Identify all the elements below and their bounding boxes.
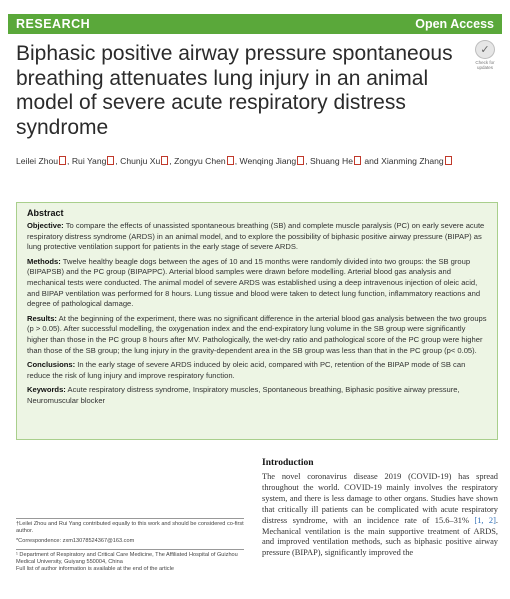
author-marker-icon bbox=[354, 156, 361, 165]
check-for-updates-icon: ✓ bbox=[475, 40, 495, 59]
footnote-divider bbox=[16, 518, 244, 519]
abstract-methods bbox=[27, 257, 487, 310]
author-marker-icon bbox=[59, 156, 66, 165]
methods-text: Twelve healthy beagle dogs between the ages of 10 and 15 months were randomly divided into two groups: the SB group (BIPAPSB) and the PC group (BIPAPPC). Arterial blood samples were drawn before modelling. Arterial blood gas analysis and mechanical tests were conducted. The animal model of severe ARDS was established using a deep intravenous injection of oleic acid, and BIPAP ventilation was performed for 8 hours. Lung tissue and blood were taken to detect lung function, inflammatory reactions and degree of pathological damage. bbox=[27, 256, 481, 309]
author-marker-icon bbox=[445, 156, 452, 165]
footnotes bbox=[16, 516, 244, 576]
author-marker-icon bbox=[227, 156, 234, 165]
open-access-label[interactable]: Open Access bbox=[415, 17, 494, 31]
affiliation-note bbox=[16, 552, 244, 574]
correspondence-email[interactable]: *Correspondence: zxm13078524367@163.com bbox=[16, 538, 135, 545]
author-name[interactable]: Chunju Xu bbox=[120, 156, 161, 166]
author-name[interactable]: Leilei Zhou bbox=[16, 156, 59, 166]
affiliation-text: ¹ Department of Respiratory and Critical Care Medicine, The Affiliated Hospital of Guizhou Medical University, Guiyang 550004, China bbox=[16, 551, 238, 565]
abstract-conclusions bbox=[27, 360, 487, 381]
author-list: Leilei Zhou , Rui Yang , Chunju Xu , Zongyu Chen , Wenqing Jiang , Shuang He and Xianming Zhang bbox=[16, 156, 506, 166]
abstract-results bbox=[27, 314, 487, 356]
results-text: At the beginning of the experiment, there was no significant difference in the arterial blood gas analysis between the two groups (p > 0.05). After successful modelling, the oxygenation index and the end-expiratory lung volume in the SB group were significantly higher than those in the PC group 8 hours after MV. Pathologically, the wet-dry ratio and pathological score of the PC group were higher than those of the SB group; the lung injury in the gravity-dependent area in the SB group was less than that in the PC group (p< 0.05). bbox=[27, 313, 487, 355]
article-header-bar bbox=[8, 14, 502, 34]
intro-body-before: The novel coronavirus disease 2019 (COVID-19) has spread throughout the world. COVID-19 mainly involves the respiratory system, and there is less damage to other organs. Studies have shown that critically ill patients can be complicated with acute respiratory distress syndrome, with an incidence rate of 15.6–31% bbox=[262, 472, 498, 525]
abstract-objective bbox=[27, 221, 487, 253]
abstract-box bbox=[16, 202, 498, 440]
abstract-keywords bbox=[27, 385, 487, 406]
author-marker-icon bbox=[297, 156, 304, 165]
author-name[interactable]: and Xianming Zhang bbox=[364, 156, 444, 166]
results-label: Results: bbox=[27, 313, 57, 323]
author-name[interactable]: Wenqing Jiang bbox=[239, 156, 297, 166]
keywords-text: Acute respiratory distress syndrome, Inspiratory muscles, Spontaneous breathing, Biphasic positive airway pressure, Neuromuscular blocker bbox=[27, 385, 460, 405]
introduction-text bbox=[262, 472, 498, 559]
section-label: RESEARCH bbox=[16, 17, 91, 31]
introduction-heading: Introduction bbox=[262, 458, 314, 468]
footnote-divider bbox=[16, 549, 244, 550]
author-marker-icon bbox=[107, 156, 114, 165]
objective-text: To compare the effects of unassisted spontaneous breathing (SB) and complete muscle paralysis (PC) on early severe acute respiratory distress syndrome (ARDS) in an animal model, and to explore the possibility of biphasic positive airway pressure (BIPAP) as lung protective ventilation support for patients in the early stage of severe ARDS. bbox=[27, 221, 485, 252]
author-name[interactable]: Rui Yang bbox=[71, 156, 107, 166]
author-marker-icon bbox=[161, 156, 168, 165]
check-for-updates-badge[interactable] bbox=[470, 40, 500, 70]
abstract-heading: Abstract bbox=[27, 208, 64, 218]
author-name[interactable]: Zongyu Chen bbox=[174, 156, 226, 166]
methods-label: Methods: bbox=[27, 256, 61, 266]
citation-link[interactable]: [1, 2] bbox=[474, 515, 496, 525]
check-for-updates-label: Check for updates bbox=[475, 60, 495, 70]
objective-label: Objective: bbox=[27, 221, 64, 230]
conclusions-label: Conclusions: bbox=[27, 360, 76, 370]
article-title: Biphasic positive airway pressure spontaneous breathing attenuates lung injury in an animal model of severe acute respiratory distress syndrome bbox=[16, 42, 453, 139]
full-list-note: Full list of author information is available at the end of the article bbox=[16, 566, 174, 573]
author-name[interactable]: Shuang He bbox=[309, 156, 353, 166]
intro-body-after: . Mechanical ventilation is the main supportive treatment of ARDS, and improved ventilation methods, such as biphasic positive airway pressure (BIPAP), significantly improved the bbox=[262, 515, 498, 558]
equal-contribution-note: †Leilei Zhou and Rui Yang contributed equally to this work and should be considered co-first author. bbox=[16, 521, 244, 535]
keywords-label: Keywords: bbox=[27, 385, 66, 395]
conclusions-text: In the early stage of severe ARDS induced by oleic acid, compared with PC, retention of the BIPAP mode of SB can reduce the risk of lung injury and improve respiratory function. bbox=[27, 360, 466, 380]
